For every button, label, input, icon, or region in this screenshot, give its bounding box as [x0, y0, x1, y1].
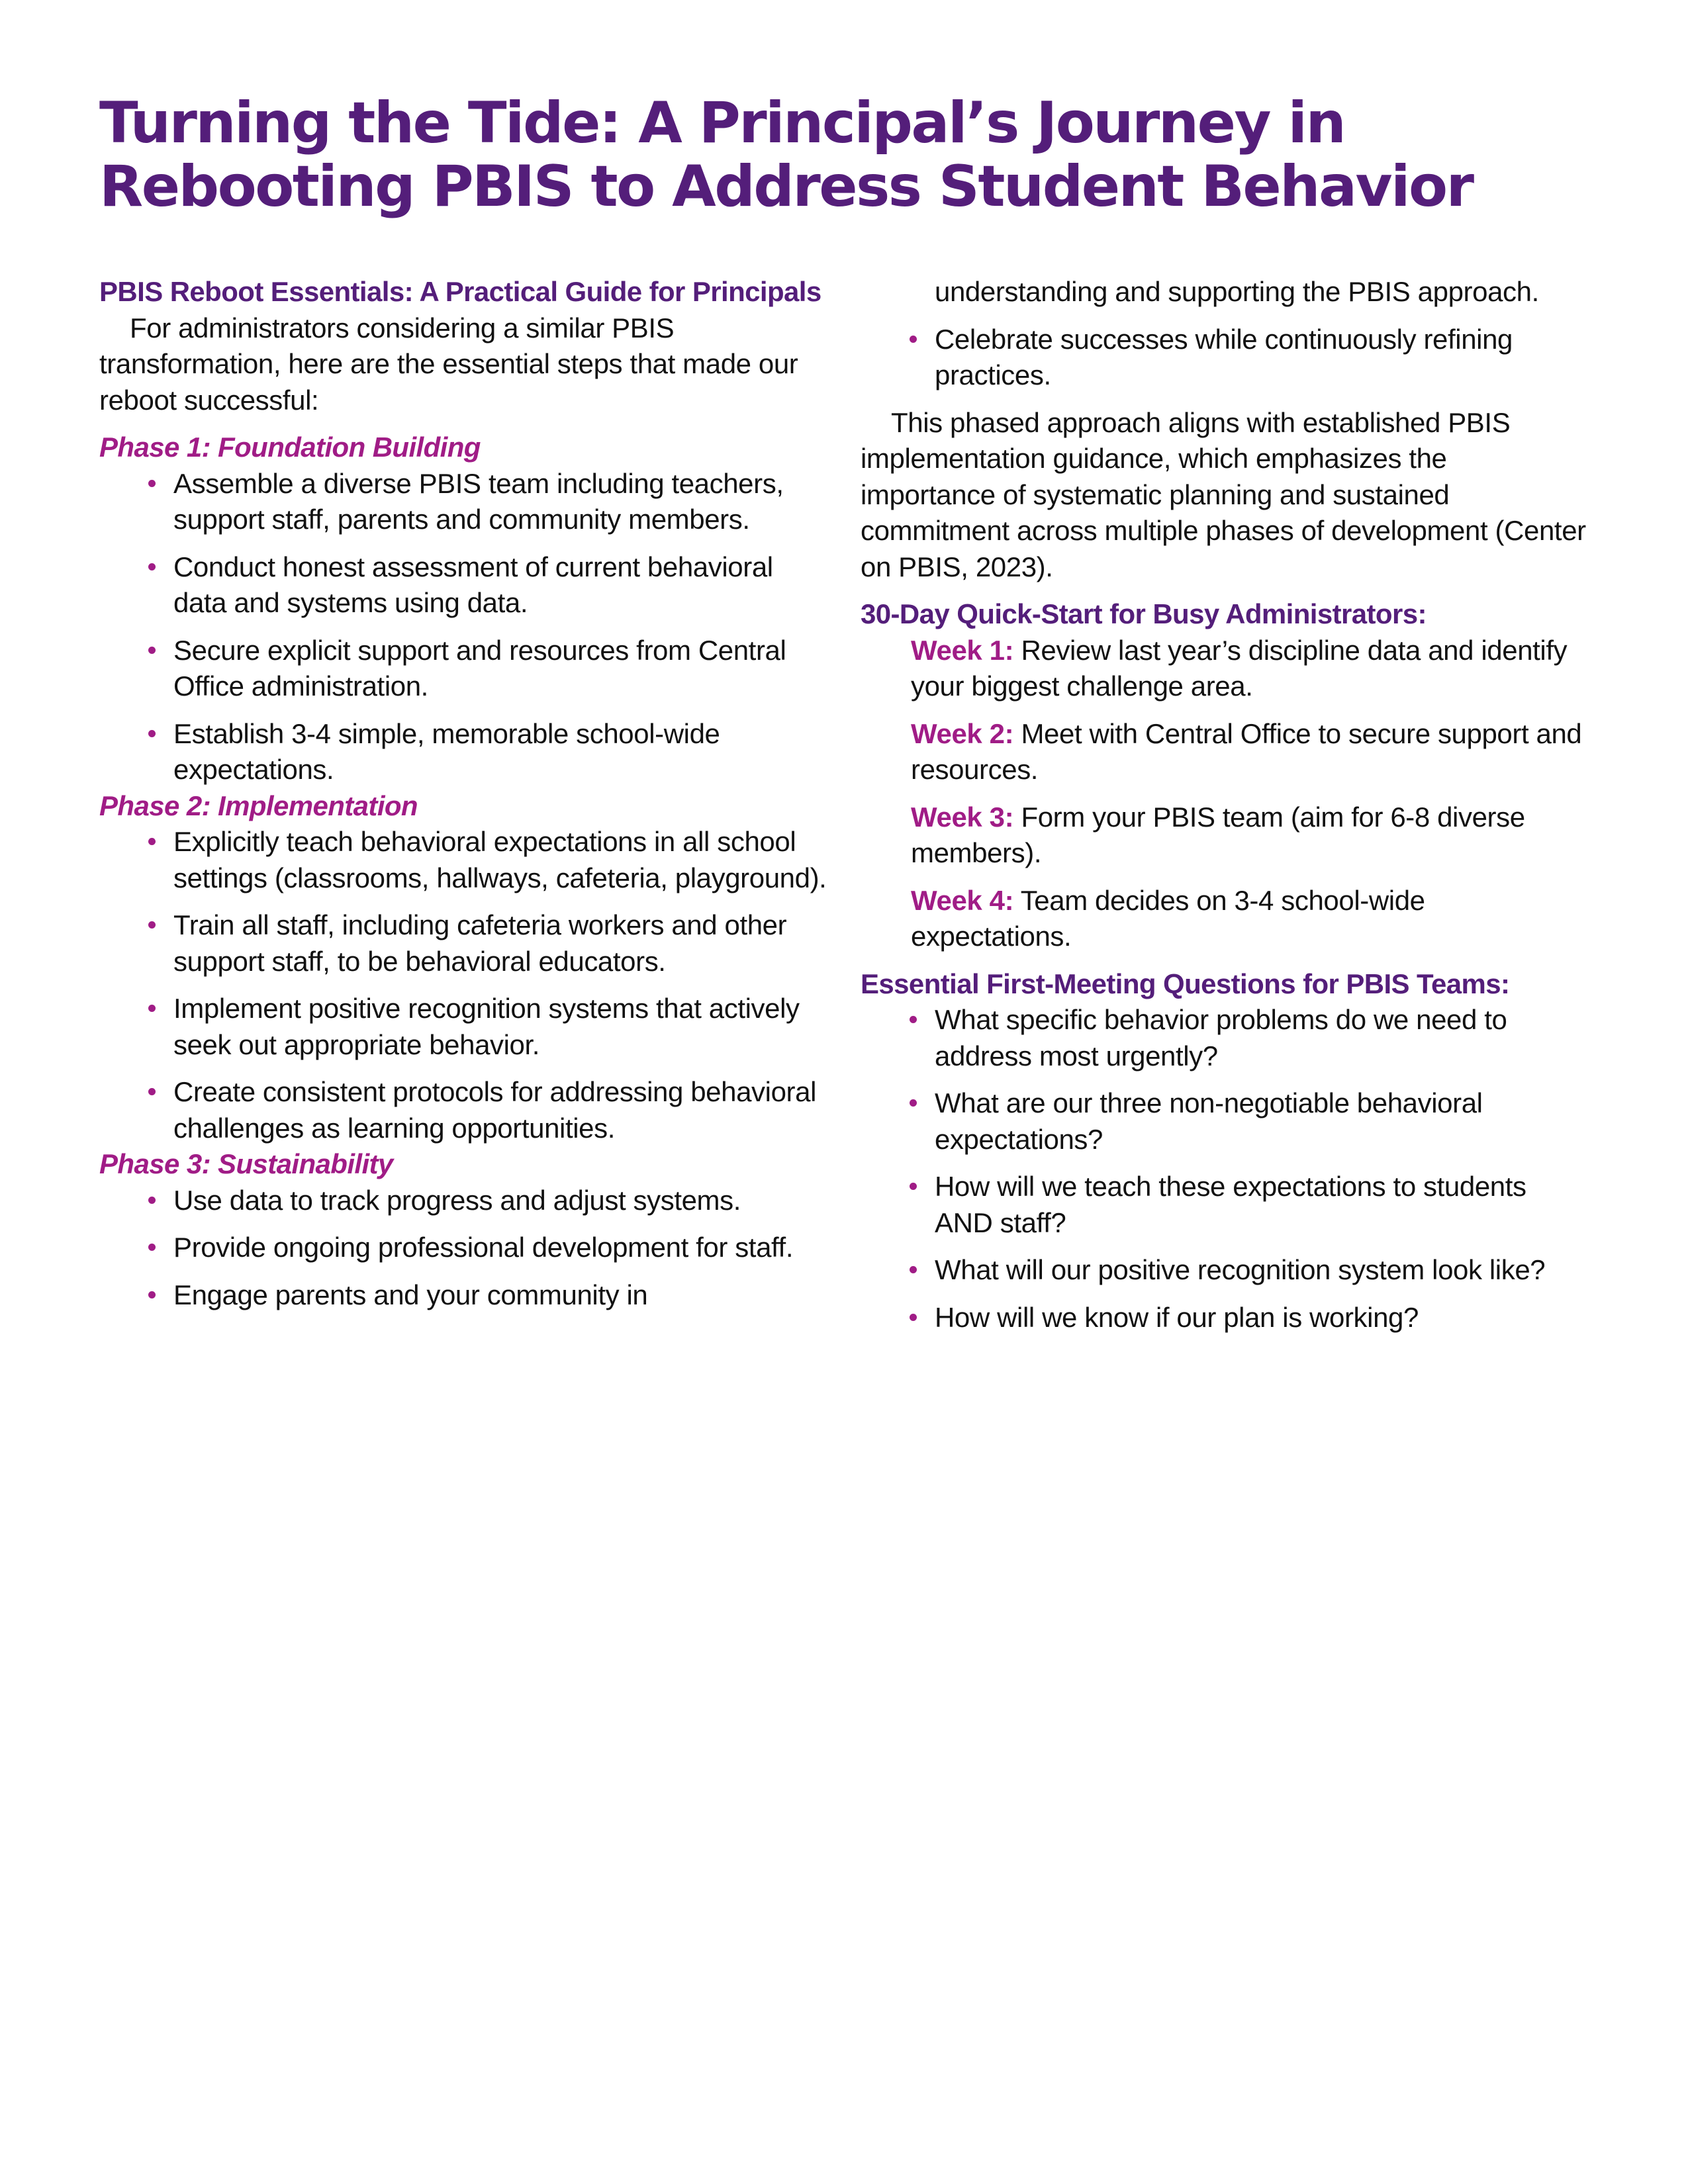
bullet-icon: [148, 647, 156, 654]
list-item: How will we know if our plan is working?: [935, 1300, 1589, 1336]
list-item: Provide ongoing professional development for staff.: [173, 1230, 827, 1266]
bullet-icon: [148, 1244, 156, 1251]
list-item: Establish 3-4 simple, memorable school-wide expectations.: [173, 716, 827, 788]
list-item: Engage parents and your community in: [173, 1277, 827, 1314]
list-item: Celebrate successes while continuously refining practices.: [935, 322, 1589, 394]
phase-3-heading: Phase 3: Sustainability: [99, 1148, 393, 1179]
bullet-icon: [910, 1183, 917, 1190]
week-item: Week 1: Review last year’s discipline data and identify your biggest challenge area.: [911, 634, 1568, 702]
list-item: Implement positive recognition systems that actively seek out appropriate behavior.: [173, 991, 827, 1063]
phase-1-list: [99, 466, 827, 788]
phase-3-list-continued: [861, 322, 1589, 394]
page-title: Turning the Tide: A Principal’s Journey in Rebooting PBIS to Address Student Behavior: [99, 90, 1473, 220]
list-item: Create consistent protocols for addressing behavioral challenges as learning opportunities.: [173, 1074, 827, 1146]
phase-2-heading: Phase 2: Implementation: [99, 790, 418, 821]
list-item: How will we teach these expectations to students AND staff?: [935, 1169, 1589, 1241]
bullet-icon: [910, 1016, 917, 1023]
quickstart-weeks: [861, 633, 1589, 955]
list-item: Train all staff, including cafeteria workers and other support staff, to be behavioral educators.: [173, 907, 827, 979]
week-item: Week 4: Team decides on 3-4 school-wide expectations.: [911, 884, 1425, 952]
bullet-icon: [910, 336, 917, 343]
list-item: What are our three non-negotiable behavioral expectations?: [935, 1085, 1589, 1158]
phase-1-heading: Phase 1: Foundation Building: [99, 432, 481, 463]
list-item: What specific behavior problems do we need to address most urgently?: [935, 1002, 1589, 1074]
bullet-icon: [148, 1197, 156, 1204]
questions-heading: Essential First-Meeting Questions for PBIS Teams:: [861, 968, 1510, 999]
week-label: Week 2:: [911, 717, 1014, 749]
list-item: Assemble a diverse PBIS team including teachers, support staff, parents and community members.: [173, 466, 827, 538]
list-item: Explicitly teach behavioral expectations in all school settings (classrooms, hallways, cafeteria, playground).: [173, 824, 827, 896]
phase-2-list: [99, 824, 827, 1146]
week-item: Week 3: Form your PBIS team (aim for 6-8 diverse members).: [911, 801, 1525, 868]
bullet-icon: [910, 1266, 917, 1273]
bullet-icon: [910, 1099, 917, 1107]
week-label: Week 3:: [911, 801, 1014, 833]
closing-paragraph: This phased approach aligns with established PBIS implementation guidance, which emphasizes the importance of systematic planning and sustained commitment across multiple phases of development (Center on PBIS, 2023).: [861, 406, 1586, 582]
left-column: [99, 274, 827, 1313]
bullet-icon: [148, 838, 156, 845]
section-heading-reboot-essentials: PBIS Reboot Essentials: A Practical Guide for Principals: [99, 276, 821, 307]
list-item: Use data to track progress and adjust systems.: [173, 1183, 827, 1219]
bullet-icon: [148, 480, 156, 487]
bullet-icon: [148, 1088, 156, 1095]
questions-list: [861, 1002, 1589, 1336]
bullet-icon: [148, 730, 156, 737]
quickstart-heading: 30-Day Quick-Start for Busy Administrators:: [861, 598, 1427, 629]
intro-paragraph: For administrators considering a similar PBIS transformation, here are the essential steps that made our reboot successful:: [99, 312, 798, 416]
list-item-continuation: understanding and supporting the PBIS approach.: [935, 276, 1539, 307]
bullet-icon: [148, 563, 156, 570]
list-item: Secure explicit support and resources from Central Office administration.: [173, 633, 827, 705]
phase-3-list: [99, 1183, 827, 1314]
week-label: Week 1:: [911, 634, 1014, 666]
list-item: Conduct honest assessment of current behavioral data and systems using data.: [173, 549, 827, 621]
bullet-icon: [148, 921, 156, 929]
right-column: [861, 274, 1589, 1336]
bullet-icon: [148, 1291, 156, 1298]
bullet-icon: [910, 1314, 917, 1321]
bullet-icon: [148, 1005, 156, 1012]
list-item: What will our positive recognition system look like?: [935, 1252, 1589, 1289]
week-item: Week 2: Meet with Central Office to secure support and resources.: [911, 717, 1582, 785]
week-label: Week 4:: [911, 884, 1014, 916]
